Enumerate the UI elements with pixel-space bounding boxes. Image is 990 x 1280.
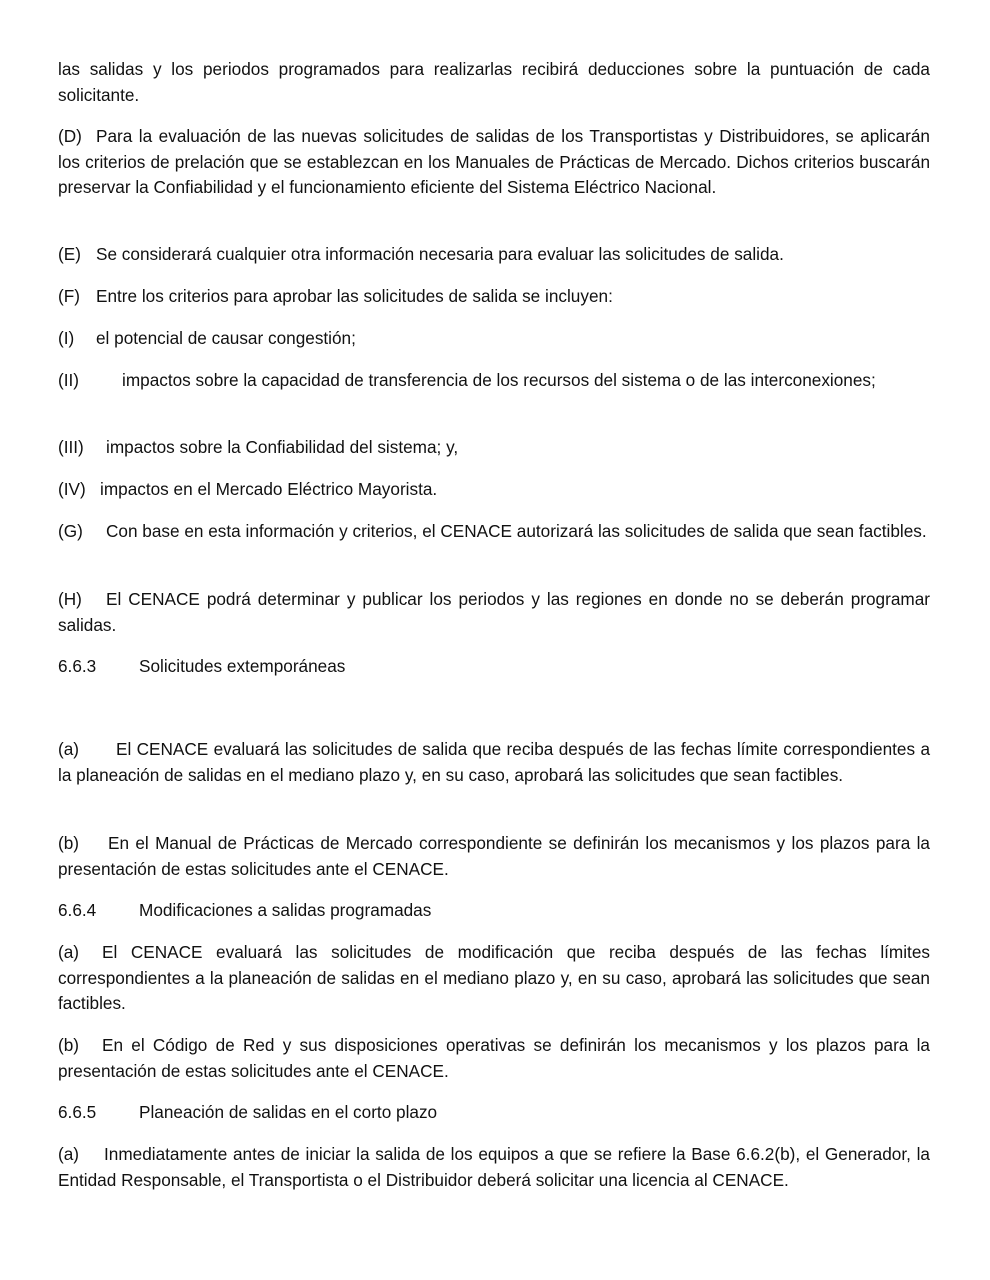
section-title: Planeación de salidas en el corto plazo — [139, 1102, 438, 1122]
paragraph-text: Se considerará cualquier otra información necesaria para evaluar las solicitudes de salida. — [96, 244, 784, 264]
item-text: Inmediatamente antes de iniciar la salida de los equipos a que se refiere la Base 6.6.2(b), el Generador, la Entidad Responsable, el Transportista o el Distribuidor deberá solicitar una licencia al CENACE. — [58, 1144, 930, 1190]
item-label: (III) — [58, 437, 84, 457]
item-label: (b) — [58, 833, 80, 853]
section-heading-6-6-3 — [58, 654, 930, 680]
item-text: En el Manual de Prácticas de Mercado correspondiente se definirán los mecanismos y los plazos para la presentación de estas solicitudes ante el CENACE. — [58, 833, 930, 879]
paragraph-G — [58, 519, 930, 545]
item-label: (a) — [58, 739, 80, 759]
paragraph — [58, 57, 930, 108]
paragraph-F — [58, 284, 930, 310]
item-label: (H) — [58, 589, 82, 609]
paragraph-I — [58, 326, 930, 352]
item-label: (G) — [58, 521, 83, 541]
section-title: Solicitudes extemporáneas — [139, 656, 346, 676]
section-heading-6-6-4 — [58, 898, 930, 924]
paragraph-text: el potencial de causar congestión; — [96, 328, 356, 348]
item-a — [58, 737, 930, 788]
section-number: 6.6.5 — [58, 1102, 97, 1122]
item-b — [58, 1033, 930, 1084]
paragraph-D — [58, 124, 930, 201]
item-label: (IV) — [58, 479, 86, 499]
item-label: (a) — [58, 942, 80, 962]
item-label: (b) — [58, 1035, 80, 1055]
paragraph-H — [58, 587, 930, 638]
section-number: 6.6.3 — [58, 656, 97, 676]
paragraph-text: impactos sobre la capacidad de transferencia de los recursos del sistema o de las interconexiones; — [122, 370, 876, 390]
item-label: (D) — [58, 126, 82, 146]
paragraph-text: impactos sobre la Confiabilidad del sistema; y, — [106, 437, 459, 457]
item-b — [58, 831, 930, 882]
item-label: (F) — [58, 286, 80, 306]
item-label: (I) — [58, 328, 75, 348]
item-text: En el Código de Red y sus disposiciones operativas se definirán los mecanismos y los plazos para la presentación de estas solicitudes ante el CENACE. — [58, 1035, 930, 1081]
paragraph-E — [58, 242, 930, 268]
paragraph-text: las salidas y los periodos programados para realizarlas recibirá deducciones sobre la puntuación de cada solicitante. — [58, 59, 930, 105]
paragraph-text: Con base en esta información y criterios, el CENACE autorizará las solicitudes de salida que sean factibles. — [106, 521, 927, 541]
paragraph-IV — [58, 477, 930, 503]
paragraph-text: El CENACE podrá determinar y publicar los periodos y las regiones en donde no se deberán programar salidas. — [58, 589, 930, 635]
item-label: (II) — [58, 370, 79, 390]
section-number: 6.6.4 — [58, 900, 97, 920]
item-label: (E) — [58, 244, 81, 264]
item-text: El CENACE evaluará las solicitudes de salida que reciba después de las fechas límite correspondientes a la planeación de salidas en el mediano plazo y, en su caso, aprobará las solicitudes que sean factibles. — [58, 739, 930, 785]
paragraph-II — [58, 368, 930, 394]
paragraph-text: Para la evaluación de las nuevas solicitudes de salidas de los Transportistas y Distribuidores, se aplicarán los criterios de prelación que se establezcan en los Manuales de Prácticas de Mercado. Dichos criterios buscarán preservar la Confiabilidad y el funcionamiento eficiente del Sistema Eléctrico Nacional. — [58, 126, 930, 198]
item-text: El CENACE evaluará las solicitudes de modificación que reciba después de las fechas límites correspondientes a la planeación de salidas en el mediano plazo y, en su caso, aprobará las solicitudes que sean factibles. — [58, 942, 930, 1014]
paragraph-III — [58, 435, 930, 461]
section-title: Modificaciones a salidas programadas — [139, 900, 432, 920]
item-a — [58, 1142, 930, 1193]
section-heading-6-6-5 — [58, 1100, 930, 1126]
item-a — [58, 940, 930, 1017]
item-label: (a) — [58, 1144, 80, 1164]
paragraph-text: impactos en el Mercado Eléctrico Mayorista. — [100, 479, 438, 499]
paragraph-text: Entre los criterios para aprobar las solicitudes de salida se incluyen: — [96, 286, 613, 306]
